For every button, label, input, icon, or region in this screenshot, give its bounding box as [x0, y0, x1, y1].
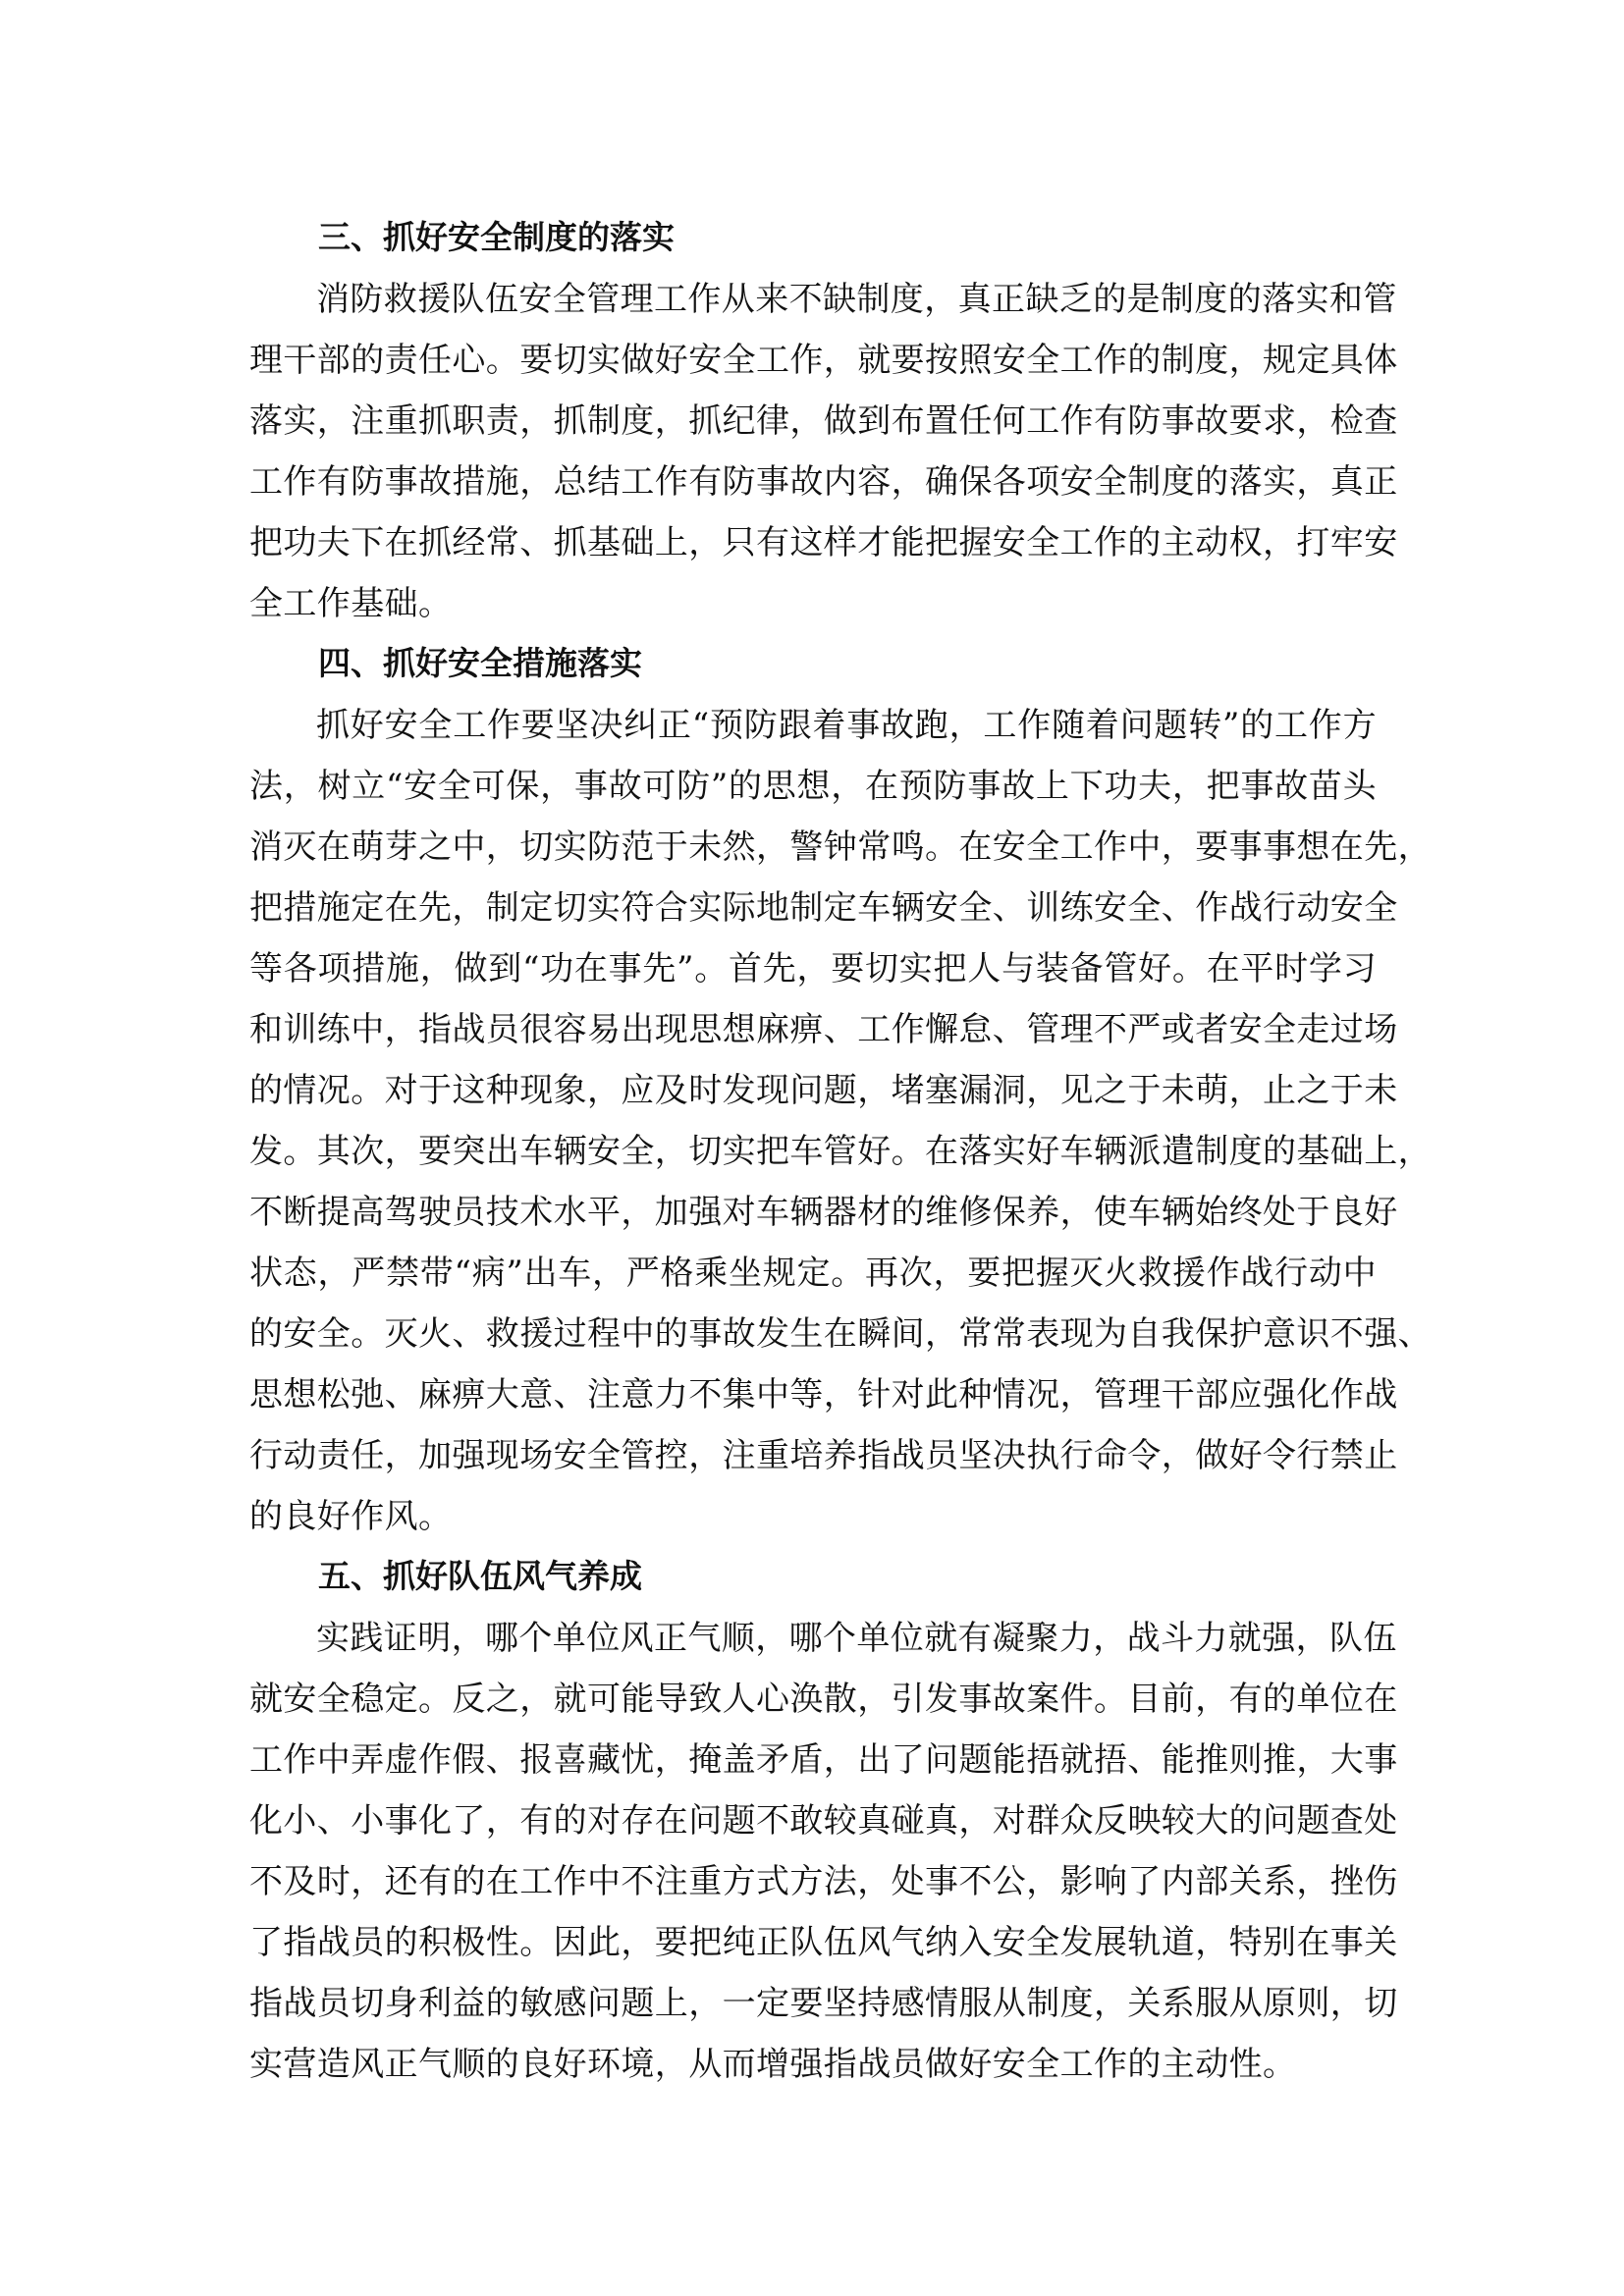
paragraph-line: 不断提高驾驶员技术水平，加强对车辆器材的维修保养，使车辆始终处于良好	[249, 1193, 1398, 1232]
paragraph-line: 落实，注重抓职责，抓制度，抓纪律，做到布置任何工作有防事故要求，检查	[249, 401, 1398, 441]
paragraph-line: 实营造风正气顺的良好环境，从而增强指战员做好安全工作的主动性。	[249, 2045, 1297, 2084]
section-paragraph	[249, 695, 1432, 1547]
paragraph-line: 抓好安全工作要坚决纠正“预防跟着事故跑，工作随着问题转”的工作方	[316, 706, 1377, 745]
paragraph-line: 发。其次，要突出车辆安全，切实把车管好。在落实好车辆派遣制度的基础上，	[249, 1132, 1432, 1171]
paragraph-line: 等各项措施，做到“功在事先”。首先，要切实把人与装备管好。在平时学习	[249, 949, 1377, 988]
paragraph-line: 了指战员的积极性。因此，要把纯正队伍风气纳入安全发展轨道，特别在事关	[249, 1923, 1398, 1962]
section	[249, 1547, 1398, 2095]
paragraph-line: 理干部的责任心。要切实做好安全工作，就要按照安全工作的制度，规定具体	[249, 341, 1398, 380]
paragraph-line: 实践证明，哪个单位风正气顺，哪个单位就有凝聚力，战斗力就强，队伍	[316, 1619, 1397, 1658]
paragraph-line: 把措施定在先，制定切实符合实际地制定车辆安全、训练安全、作战行动安全	[249, 888, 1398, 928]
section-heading: 三、抓好安全制度的落实	[318, 218, 675, 256]
section-heading: 四、抓好安全措施落实	[318, 644, 642, 682]
paragraph-line: 的安全。灭火、救援过程中的事故发生在瞬间，常常表现为自我保护意识不强、	[249, 1314, 1432, 1354]
paragraph-line: 把功夫下在抓经常、抓基础上，只有这样才能把握安全工作的主动权，打牢安	[249, 523, 1398, 562]
paragraph-line: 的良好作风。	[249, 1497, 453, 1536]
paragraph-line: 行动责任，加强现场安全管控，注重培养指战员坚决执行命令，做好令行禁止	[249, 1436, 1398, 1475]
paragraph-line: 工作中弄虚作假、报喜藏忧，掩盖矛盾，出了问题能捂就捂、能推则推，大事	[249, 1740, 1398, 1780]
paragraph-line: 法，树立“安全可保，事故可防”的思想，在预防事故上下功夫，把事故苗头	[249, 767, 1377, 806]
section-paragraph	[249, 1608, 1398, 2095]
paragraph-line: 状态，严禁带“病”出车，严格乘坐规定。再次，要把握灭火救援作战行动中	[249, 1254, 1377, 1293]
paragraph-line: 消防救援队伍安全管理工作从来不缺制度，真正缺乏的是制度的落实和管	[316, 280, 1397, 319]
section-paragraph	[249, 269, 1398, 634]
paragraph-line: 不及时，还有的在工作中不注重方式方法，处事不公，影响了内部关系，挫伤	[249, 1862, 1398, 1901]
paragraph-line: 指战员切身利益的敏感问题上，一定要坚持感情服从制度，关系服从原则，切	[249, 1984, 1398, 2023]
paragraph-line: 工作有防事故措施，总结工作有防事故内容，确保各项安全制度的落实，真正	[249, 462, 1398, 502]
paragraph-line: 化小、小事化了，有的对存在问题不敢较真碰真，对群众反映较大的问题查处	[249, 1801, 1398, 1841]
paragraph-line: 的情况。对于这种现象，应及时发现问题，堵塞漏洞，见之于未萌，止之于未	[249, 1071, 1398, 1110]
paragraph-line: 就安全稳定。反之，就可能导致人心涣散，引发事故案件。目前，有的单位在	[249, 1680, 1398, 1719]
paragraph-line: 全工作基础。	[249, 584, 453, 623]
section-heading: 五、抓好队伍风气养成	[318, 1557, 642, 1595]
paragraph-line: 思想松弛、麻痹大意、注意力不集中等，针对此种情况，管理干部应强化作战	[249, 1375, 1398, 1415]
document-page	[249, 208, 1432, 2095]
section	[249, 634, 1432, 1547]
paragraph-line: 消灭在萌芽之中，切实防范于未然，警钟常鸣。在安全工作中，要事事想在先，	[249, 828, 1432, 867]
paragraph-line: 和训练中，指战员很容易出现思想麻痹、工作懈怠、管理不严或者安全走过场	[249, 1010, 1398, 1049]
section	[249, 208, 1398, 634]
